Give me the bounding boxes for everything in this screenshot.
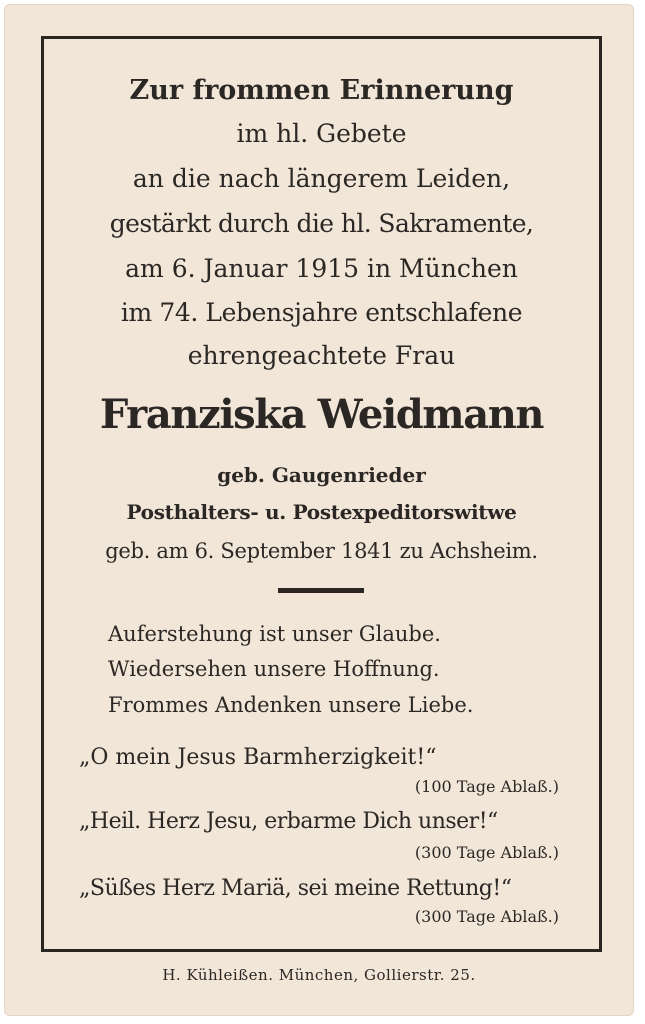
motto-line: Frommes Andenken unsere Liebe. bbox=[108, 693, 474, 717]
heading-line: an die nach längerem Leiden, bbox=[132, 164, 511, 193]
divider-rule bbox=[278, 588, 364, 593]
indulgence-note: (100 Tage Ablaß.) bbox=[414, 777, 559, 796]
prayer-line: „Heil. Herz Jesu, erbarme Dich unser!“ bbox=[79, 809, 498, 834]
occupation: Posthalters- u. Postexpeditorswitwe bbox=[126, 500, 517, 524]
heading-line: ehrengeachtete Frau bbox=[187, 341, 456, 370]
memorial-card bbox=[4, 4, 634, 1016]
prayer-line: „Süßes Herz Mariä, sei meine Rettung!“ bbox=[79, 876, 512, 901]
indulgence-note: (300 Tage Ablaß.) bbox=[414, 843, 559, 862]
birth-info: geb. am 6. September 1841 zu Achsheim. bbox=[105, 539, 538, 563]
printer-imprint: H. Kühleißen. München, Gollierstr. 25. bbox=[162, 966, 476, 984]
motto-line: Auferstehung ist unser Glaube. bbox=[108, 622, 441, 646]
indulgence-note: (300 Tage Ablaß.) bbox=[414, 907, 559, 926]
prayer-line: „O mein Jesus Barmherzigkeit!“ bbox=[79, 745, 437, 770]
heading-line: am 6. Januar 1915 in München bbox=[125, 254, 518, 283]
heading-line: Zur frommen Erinnerung bbox=[129, 75, 514, 106]
motto-line: Wiedersehen unsere Hoffnung. bbox=[108, 657, 440, 681]
maiden-name: geb. Gaugenrieder bbox=[217, 463, 426, 487]
deceased-name: Franziska Weidmann bbox=[99, 391, 544, 438]
heading-line: im 74. Lebensjahre entschlafene bbox=[120, 298, 523, 327]
heading-line: gestärkt durch die hl. Sakramente, bbox=[109, 209, 534, 238]
black-border-frame bbox=[41, 36, 602, 952]
heading-line: im hl. Gebete bbox=[236, 119, 407, 148]
